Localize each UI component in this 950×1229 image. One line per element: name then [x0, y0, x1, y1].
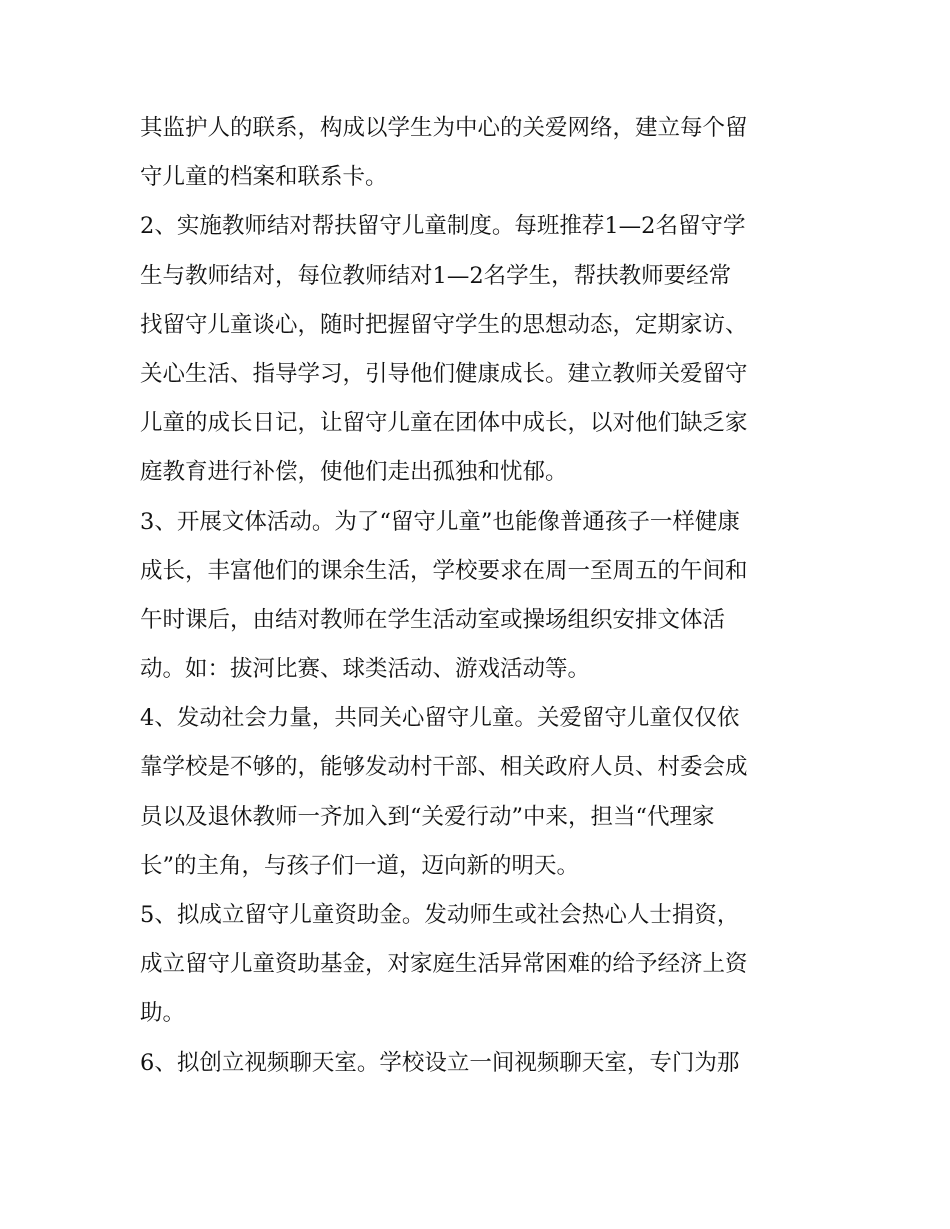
- text-line: 找留守儿童谈心，随时把握留守学生的思想动态，定期家访、: [140, 311, 748, 338]
- text-line: 2、实施教师结对帮扶留守儿童制度。每班推荐1—2名留守学: [140, 213, 746, 240]
- text-line: 4、发动社会力量，共同关心留守儿童。关爱留守儿童仅仅依: [140, 705, 740, 732]
- text-line: 6、拟创立视频聊天室。学校设立一间视频聊天室，专门为那: [140, 1049, 740, 1076]
- text-line: 生与教师结对，每位教师结对1—2名学生，帮扶教师要经常: [140, 262, 732, 289]
- text-line: 儿童的成长日记，让留守儿童在团体中成长，以对他们缺乏家: [140, 410, 748, 437]
- document-body: [140, 104, 820, 1088]
- text-line: 午时课后，由结对教师在学生活动室或操场组织安排文体活: [140, 606, 726, 633]
- text-line: 员以及退休教师一齐加入到“关爱行动”中来，担当“代理家: [140, 803, 715, 830]
- text-line: 3、开展文体活动。为了“留守儿童”也能像普通孩子一样健康: [140, 508, 740, 535]
- text-line: 动。如：拔河比赛、球类活动、游戏活动等。: [140, 656, 591, 683]
- text-line: 庭教育进行补偿，使他们走出孤独和忧郁。: [140, 459, 568, 486]
- text-line: 成立留守儿童资助基金，对家庭生活异常困难的给予经济上资: [140, 951, 748, 978]
- text-line: 关心生活、指导学习，引导他们健康成长。建立教师关爱留守: [140, 360, 748, 387]
- text-line: 其监护人的联系，构成以学生为中心的关爱网络，建立每个留: [140, 115, 748, 141]
- text-line: 长”的主角，与孩子们一道，迈向新的明天。: [140, 852, 580, 879]
- text-line: 靠学校是不够的，能够发动村干部、相关政府人员、村委会成: [140, 754, 748, 781]
- text-line: 成长，丰富他们的课余生活，学校要求在周一至周五的午间和: [140, 557, 748, 584]
- text-line: 守儿童的档案和联系卡。: [140, 164, 388, 191]
- text-line: 助。: [140, 1000, 186, 1027]
- text-line: 5、拟成立留守儿童资助金。发动师生或社会热心人士捐资，: [140, 902, 740, 928]
